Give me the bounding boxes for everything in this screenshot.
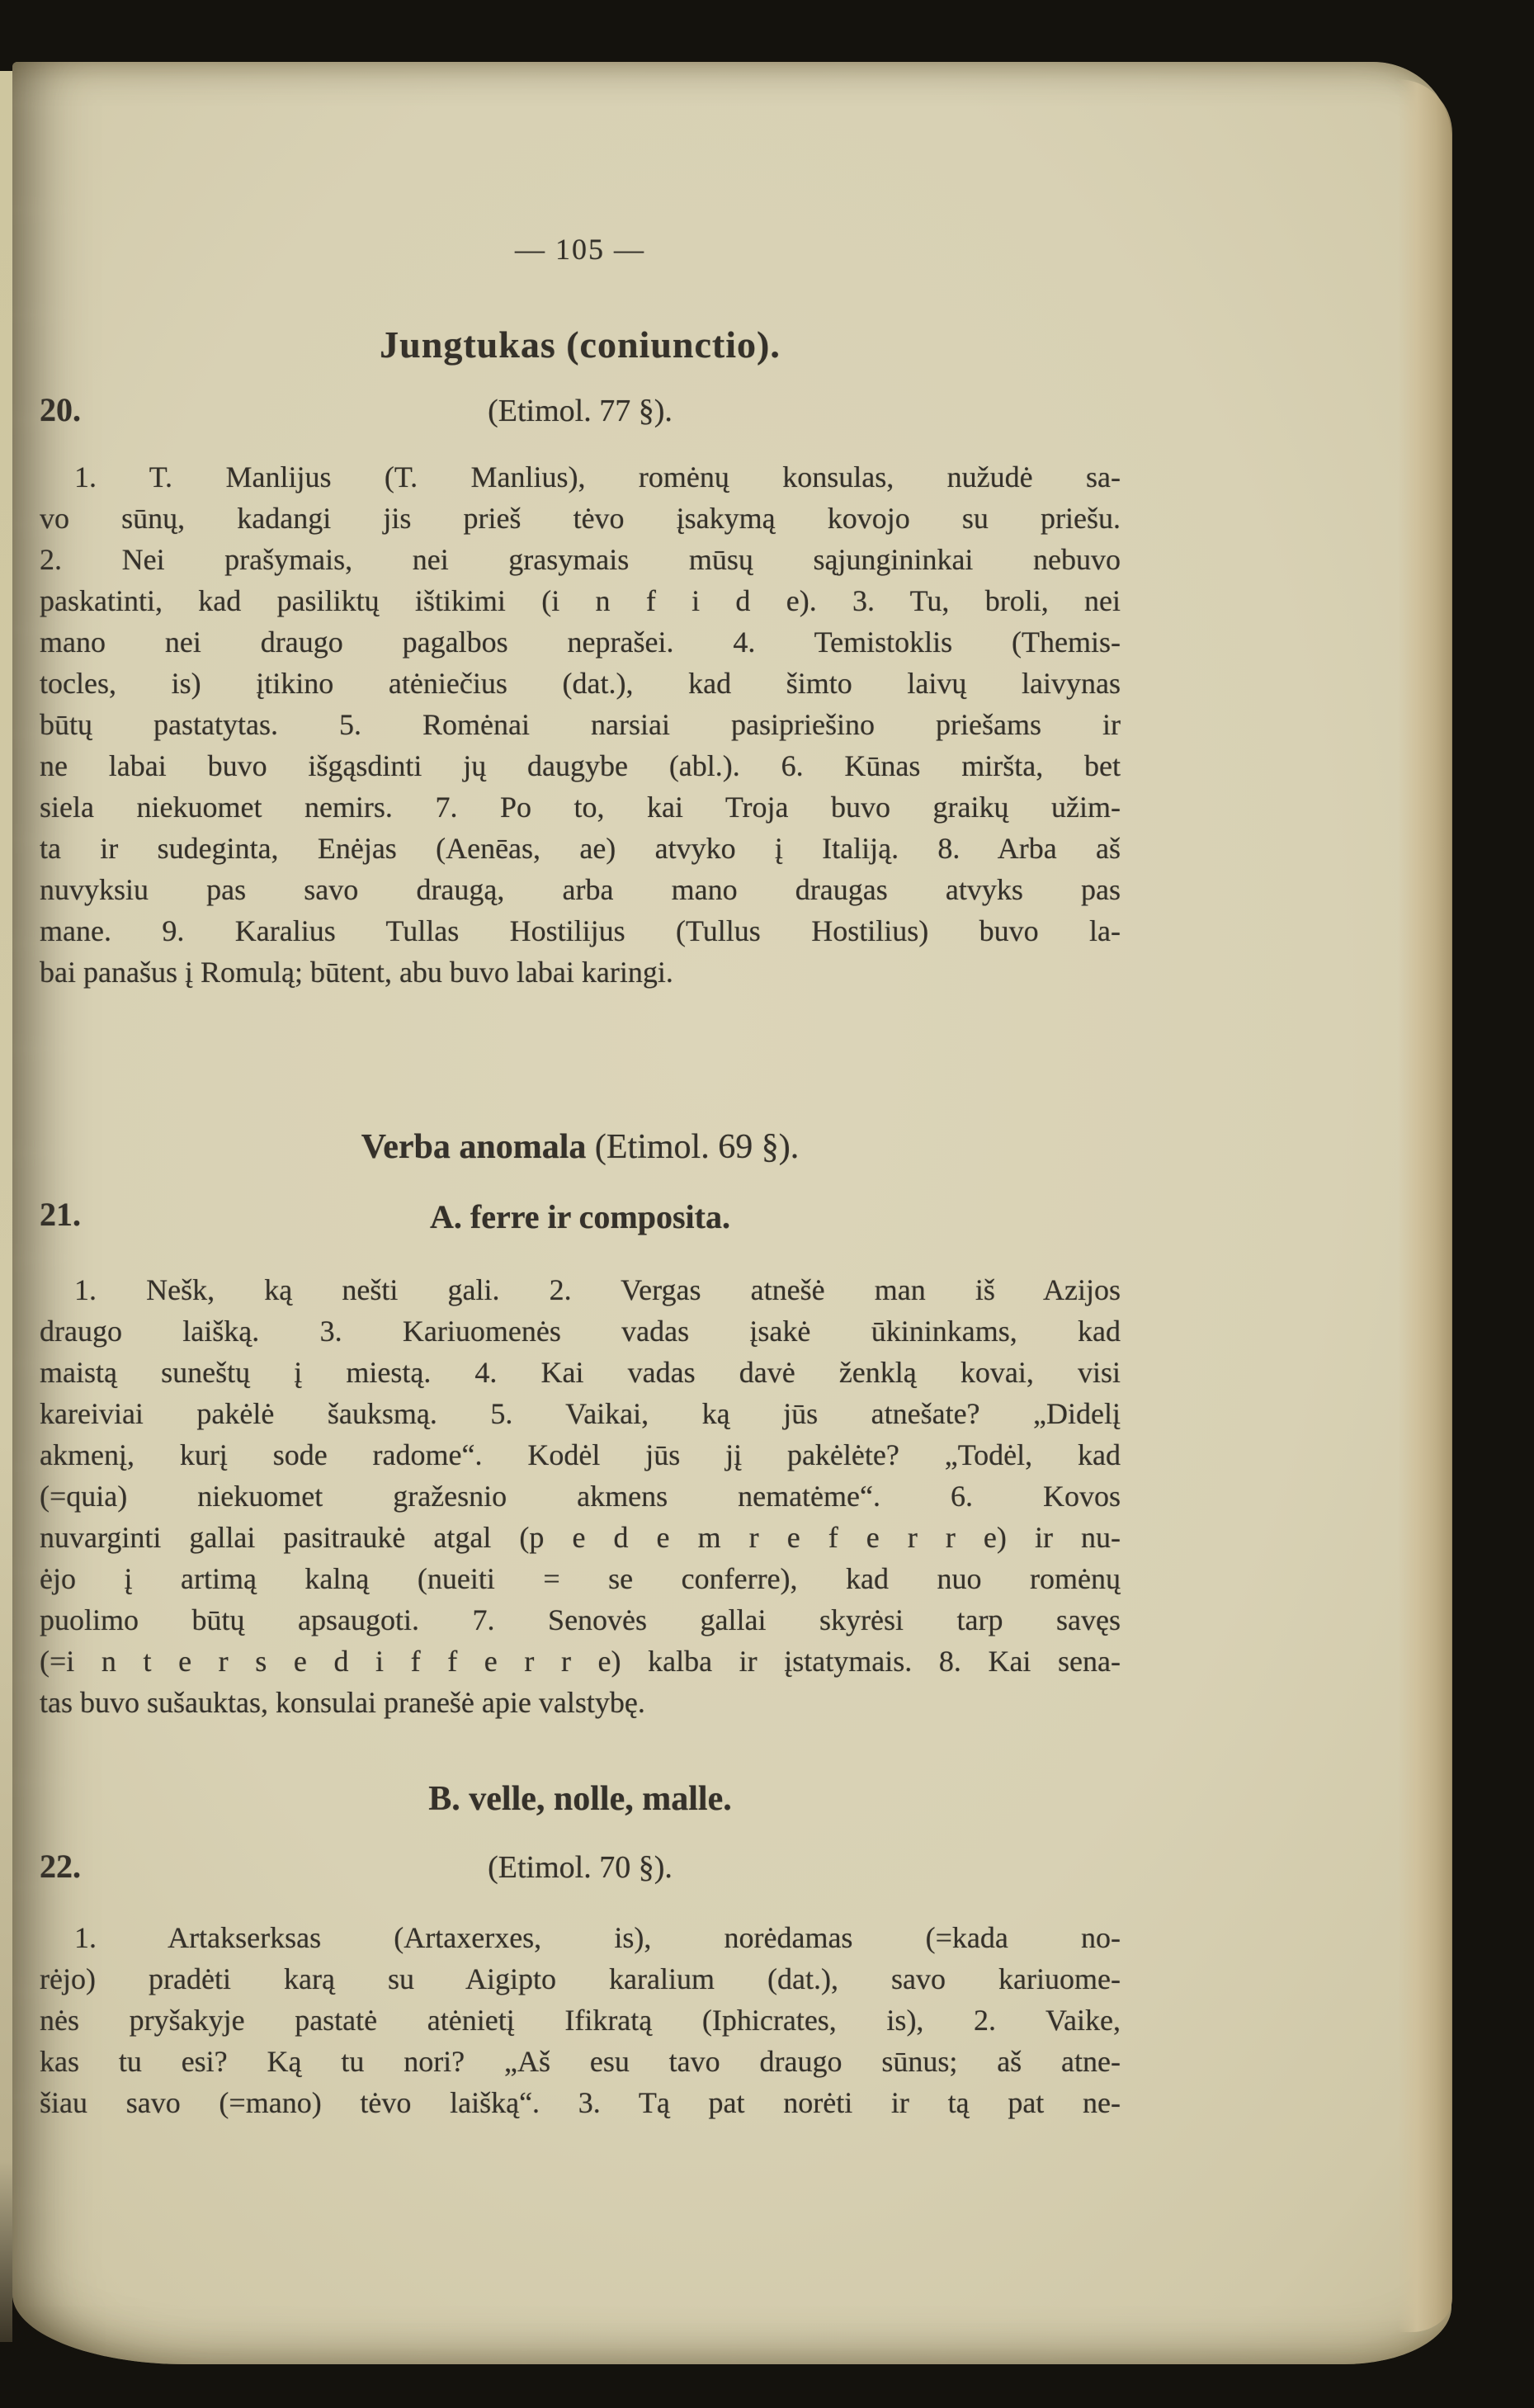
text-line: (=quia) niekuomet gražesnio akmens nematėme“. 6. Kovos [40, 1480, 1121, 1513]
text-line: 1. Artakserksas (Artaxerxes, is), norėdamas (=kada no- [74, 1921, 1121, 1954]
exercise-20-paragraph [40, 456, 1121, 993]
text-line: paskatinti, kad pasiliktų ištikimi (i n f i d e). 3. Tu, broli, nei [40, 584, 1121, 617]
text-line: 1. Nešk, ką nešti gali. 2. Vergas atnešė man iš Azijos [74, 1273, 1121, 1306]
text-line: ta ir sudeginta, Enėjas (Aenēas, ae) atvyko į Italiją. 8. Arba aš [40, 832, 1121, 865]
exercise-22-paragraph [40, 1917, 1121, 2123]
text-line: 1. T. Manlijus (T. Manlius), romėnų konsulas, nužudė sa- [74, 460, 1121, 493]
text-line: ėjo į artimą kalną (nueiti = se conferre), kad nuo romėnų [40, 1562, 1121, 1595]
text-line: tocles, is) įtikino atėniečius (dat.), kad šimto laivų laivynas [40, 667, 1121, 700]
exercise-number-21: 21. [40, 1196, 81, 1233]
text-line: maistą suneštų į miestą. 4. Kai vadas davė ženklą kovai, visi [40, 1356, 1121, 1389]
text-line: draugo laišką. 3. Kariuomenės vadas įsakė ūkininkams, kad [40, 1315, 1121, 1348]
section-title-verba-anomala [40, 1127, 1121, 1167]
text-line: akmenį, kurį sode radome“. Kodėl jūs jį pakėlėte? „Todėl, kad [40, 1438, 1121, 1471]
exercise-21-subtitle: A. ferre ir composita. [430, 1198, 730, 1235]
text-line: mano nei draugo pagalbos neprašei. 4. Temistoklis (Themis- [40, 626, 1121, 659]
exercise-20-subtitle: (Etimol. 77 §). [488, 394, 673, 428]
exercise-21-paragraph [40, 1269, 1121, 1723]
text-line: ne labai buvo išgąsdinti jų daugybe (abl.). 6. Kūnas miršta, bet [40, 749, 1121, 782]
text-line: nės pryšakyje pastatė atėnietį Ifikratą (Iphicrates, is), 2. Vaike, [40, 2004, 1121, 2037]
chapter-title: Jungtukas (coniunctio). [380, 323, 781, 366]
text-line: būtų pastatytas. 5. Romėnai narsiai pasipriešino priešams ir [40, 708, 1121, 741]
text-line: nuvarginti gallai pasitraukė atgal (p e d e m r e f e r r e) ir nu- [40, 1521, 1121, 1554]
text-line: (=i n t e r s e d i f f e r r e) kalba ir įstatymais. 8. Kai sena- [40, 1645, 1121, 1678]
section-title-bold: Verba anomala [361, 1128, 587, 1166]
exercise-number-20: 20. [40, 391, 81, 428]
text-line: kas tu esi? Ką tu nori? „Aš esu tavo draugo sūnus; aš atne- [40, 2045, 1121, 2078]
text-line: bai panašus į Romulą; būtent, abu buvo labai karingi. [40, 956, 673, 989]
text-line: nuvyksiu pas savo draugą, arba mano draugas atvyks pas [40, 873, 1121, 906]
text-line: siela niekuomet nemirs. 7. Po to, kai Troja buvo graikų užim- [40, 791, 1121, 824]
text-line: mane. 9. Karalius Tullas Hostilijus (Tullus Hostilius) buvo la- [40, 914, 1121, 947]
text-line: puolimo būtų apsaugoti. 7. Senovės gallai skyrėsi tarp savęs [40, 1603, 1121, 1636]
section-title-reference: (Etimol. 69 §). [586, 1128, 800, 1166]
text-line: 2. Nei prašymais, nei grasymais mūsų sąjungininkai nebuvo [40, 543, 1121, 576]
text-line: vo sūnų, kadangi jis prieš tėvo įsakymą kovojo su priešu. [40, 502, 1121, 535]
section-title-velle-nolle-malle: B. velle, nolle, malle. [428, 1780, 732, 1818]
text-line: rėjo) pradėti karą su Aigipto karalium (dat.), savo kariuome- [40, 1962, 1121, 1995]
text-line: kareiviai pakėlė šauksmą. 5. Vaikai, ką jūs atnešate? „Didelį [40, 1397, 1121, 1430]
exercise-22-subtitle: (Etimol. 70 §). [488, 1850, 673, 1885]
exercise-number-22: 22. [40, 1848, 81, 1885]
text-line: tas buvo sušauktas, konsulai pranešė apie valstybę. [40, 1686, 645, 1719]
text-line: šiau savo (=mano) tėvo laišką“. 3. Tą pat norėti ir tą pat ne- [40, 2086, 1121, 2119]
page-number: — 105 — [515, 233, 645, 266]
